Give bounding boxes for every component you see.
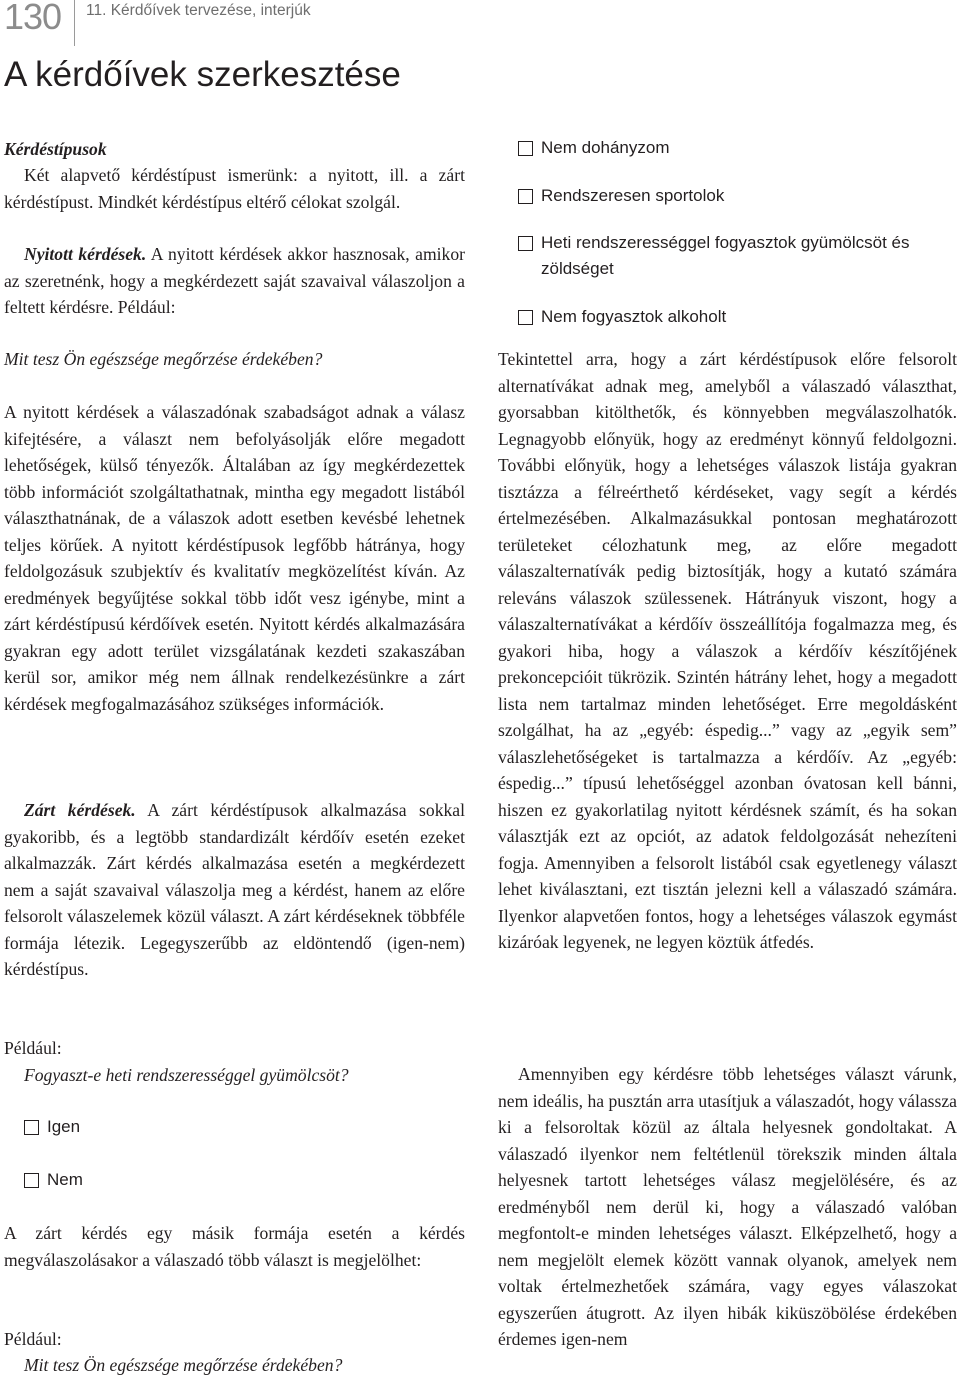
option-label: Nem fogyasztok alkoholt [541, 307, 727, 326]
multi-choice-paragraph: A zárt kérdés egy másik formája esetén a kérdés megválaszolásakor a válaszadó több választ is megjelölhet: [4, 1223, 465, 1270]
yes-option-label: Igen [47, 1117, 81, 1136]
header-divider [74, 0, 75, 46]
open-questions-label: Nyitott kérdések. [24, 244, 147, 264]
example-label-1: Például: [4, 1038, 62, 1058]
option-label: Nem dohányzom [541, 138, 670, 157]
no-option-label: Nem [47, 1170, 83, 1189]
section-title: A kérdőívek szerkesztése [4, 55, 401, 94]
page-header [0, 0, 960, 60]
example-question-yesno: Fogyaszt-e heti rendszerességgel gyümölcsöt? [24, 1065, 349, 1085]
option-label: Rendszeresen sportolok [541, 186, 725, 205]
option-sports [518, 183, 957, 209]
page-number: 130 [4, 0, 62, 37]
running-head: 11. Kérdőívek tervezése, interjúk [86, 2, 311, 19]
option-no-smoking [518, 135, 957, 161]
subsection-heading: Kérdéstípusok [4, 139, 107, 159]
open-questions-text: A nyitott kérdések akkor hasznosak, amikor az szeretnénk, hogy a megkérdezett saját szavaival válaszoljon a feltett kérdésre. Például: [4, 244, 465, 317]
intro-paragraph: Két alapvető kérdéstípust ismerünk: a nyitott, ill. a zárt kérdéstípust. Mindkét kérdéstípus eltérő célokat szolgál. [4, 165, 465, 212]
yes-option [24, 1114, 80, 1140]
closed-questions-paragraph [4, 797, 465, 983]
example-label-2: Például: [4, 1329, 62, 1349]
checkbox-icon [24, 1120, 39, 1135]
example-question-open: Mit tesz Ön egészsége megőrzése érdekében? [4, 349, 323, 369]
closed-pros-cons-paragraph: Tekintettel arra, hogy a zárt kérdéstípusok előre felsorolt alternatívákat adnak meg, amelyből a válaszadó választhat, gyorsabban kitölthetők, és könnyebben megválaszolhatók. Legnagyobb előnyük, hogy az eredményt könnyű feldolgozni. További előnyük, hogy a lehetséges válaszok listája gyakran tisztázza a félreérthető kérdéseket, vagy segít a kérdés értelmezésében. Alkalmazásukkal pontosan meghatározott területeket célozhatunk meg, az előre megadott válaszalternatívák pedig biztosítják, hogy a kutató számára releváns válaszok szülessenek. Hátrányuk viszont, hogy a válaszalternatívákat a kérdőív összeállítója fogalmazza meg, és gyakori hiba, hogy a válaszok a kérdőív készítőjének prekoncepcióit tükrözik. Szintén hátrány lehet, hogy a megadott lista nem tartalmaz minden lehetőséget. Erre megoldásként szolgálhat, ha az „egyéb: éspedig...” vagy az „egyik sem” válaszlehetőségeket is tartalmazza a kérdőív. Az „egyéb: éspedig...” típusú lehetőséggel azonban óvatosan kell bánni, hiszen ez gyakorlatilag nyitott kérdésnek számít, és ha sokan választják ezt az opciót, az adatok feldolgozását nehezíteni fogja. Amennyiben a felsorolt listából csak egyetlenegy választ lehet kiválasztani, ezt tisztán jelezni kell a válaszadó számára. Ilyenkor alapvetően fontos, hogy a lehetséges válaszok egymást kizáróak legyenek, ne legyen köztük átfedés. [498, 349, 957, 952]
checkbox-icon [518, 189, 533, 204]
checkbox-icon [518, 141, 533, 156]
closed-questions-label: Zárt kérdések. [24, 800, 136, 820]
checkbox-icon [518, 236, 533, 251]
no-option [24, 1167, 83, 1193]
option-no-alcohol [518, 304, 957, 330]
checkbox-icon [24, 1173, 39, 1188]
open-questions-paragraph [4, 241, 465, 321]
option-fruit [518, 230, 957, 282]
open-questions-discussion: A nyitott kérdések a válaszadónak szabadságot adnak a válasz kifejtésére, a választ nem befolyásolják előre megadott lehetőségek, külső tényezők. Általában az így megkérdezettek több információt szolgáltathatnak, mintha egy megadott listából választhatnának, de a válaszok adott esetben kevésbé lehetnek teljes körűek. A nyitott kérdéstípusok legfőbb hátránya, hogy feldolgozásuk szubjektív és kvalitatív megközelítést kíván. Az eredmények begyűjtése sokkal több időt vesz igénybe, mint a zárt kérdéstípusú kérdőívek esetén. Nyitott kérdés alkalmazására gyakran egy adott terület vizsgálatának kezdeti szakaszában kerül sor, amikor még nem állnak rendelkezésünkre a zárt kérdések megfogalmazásához szükséges információk. [4, 402, 465, 714]
option-label: Heti rendszerességgel fogyasztok gyümölcsöt és zöldséget [541, 233, 910, 278]
example-question-multi: Mit tesz Ön egészsége megőrzése érdekében? [24, 1355, 343, 1375]
multiple-answers-paragraph: Amennyiben egy kérdésre több lehetséges választ várunk, nem ideális, ha pusztán arra utasítjuk a válaszadót, hogy válassza ki a felsoroltak közül az általa helyesnek gondoltakat. A válaszadó ilyenkor nem feltétlenül törekszik minden általa helyesnek tartott lehetséges válasz megjelölésére, és az eredményből nem derül ki, hogy a válaszadó valóban megfontolt-e minden lehetséges választ. Elképzelhető, hogy a nem megjelölt elemek között vannak olyanok, amelyek nem voltak értelmezhetőek számára, vagy egyes válaszokat egyszerűen átugrott. Az ilyen hibák kiküszöbölése érdekében érdemes igen-nem [498, 1064, 957, 1349]
checkbox-icon [518, 310, 533, 325]
closed-questions-text: A zárt kérdéstípusok alkalmazása sokkal gyakoribb, és a legtöbb standardizált kérdőív esetén ezeket alkalmazzák. Zárt kérdés alkalmazása esetén a megkérdezett nem a saját szavaival válaszolja meg a kérdést, hanem az előre felsorolt válaszelemek közül választ. A zárt kérdéseknek többféle formája létezik. Legegyszerűbb az eldöntendő (igen-nem) kérdéstípus. [4, 800, 465, 979]
